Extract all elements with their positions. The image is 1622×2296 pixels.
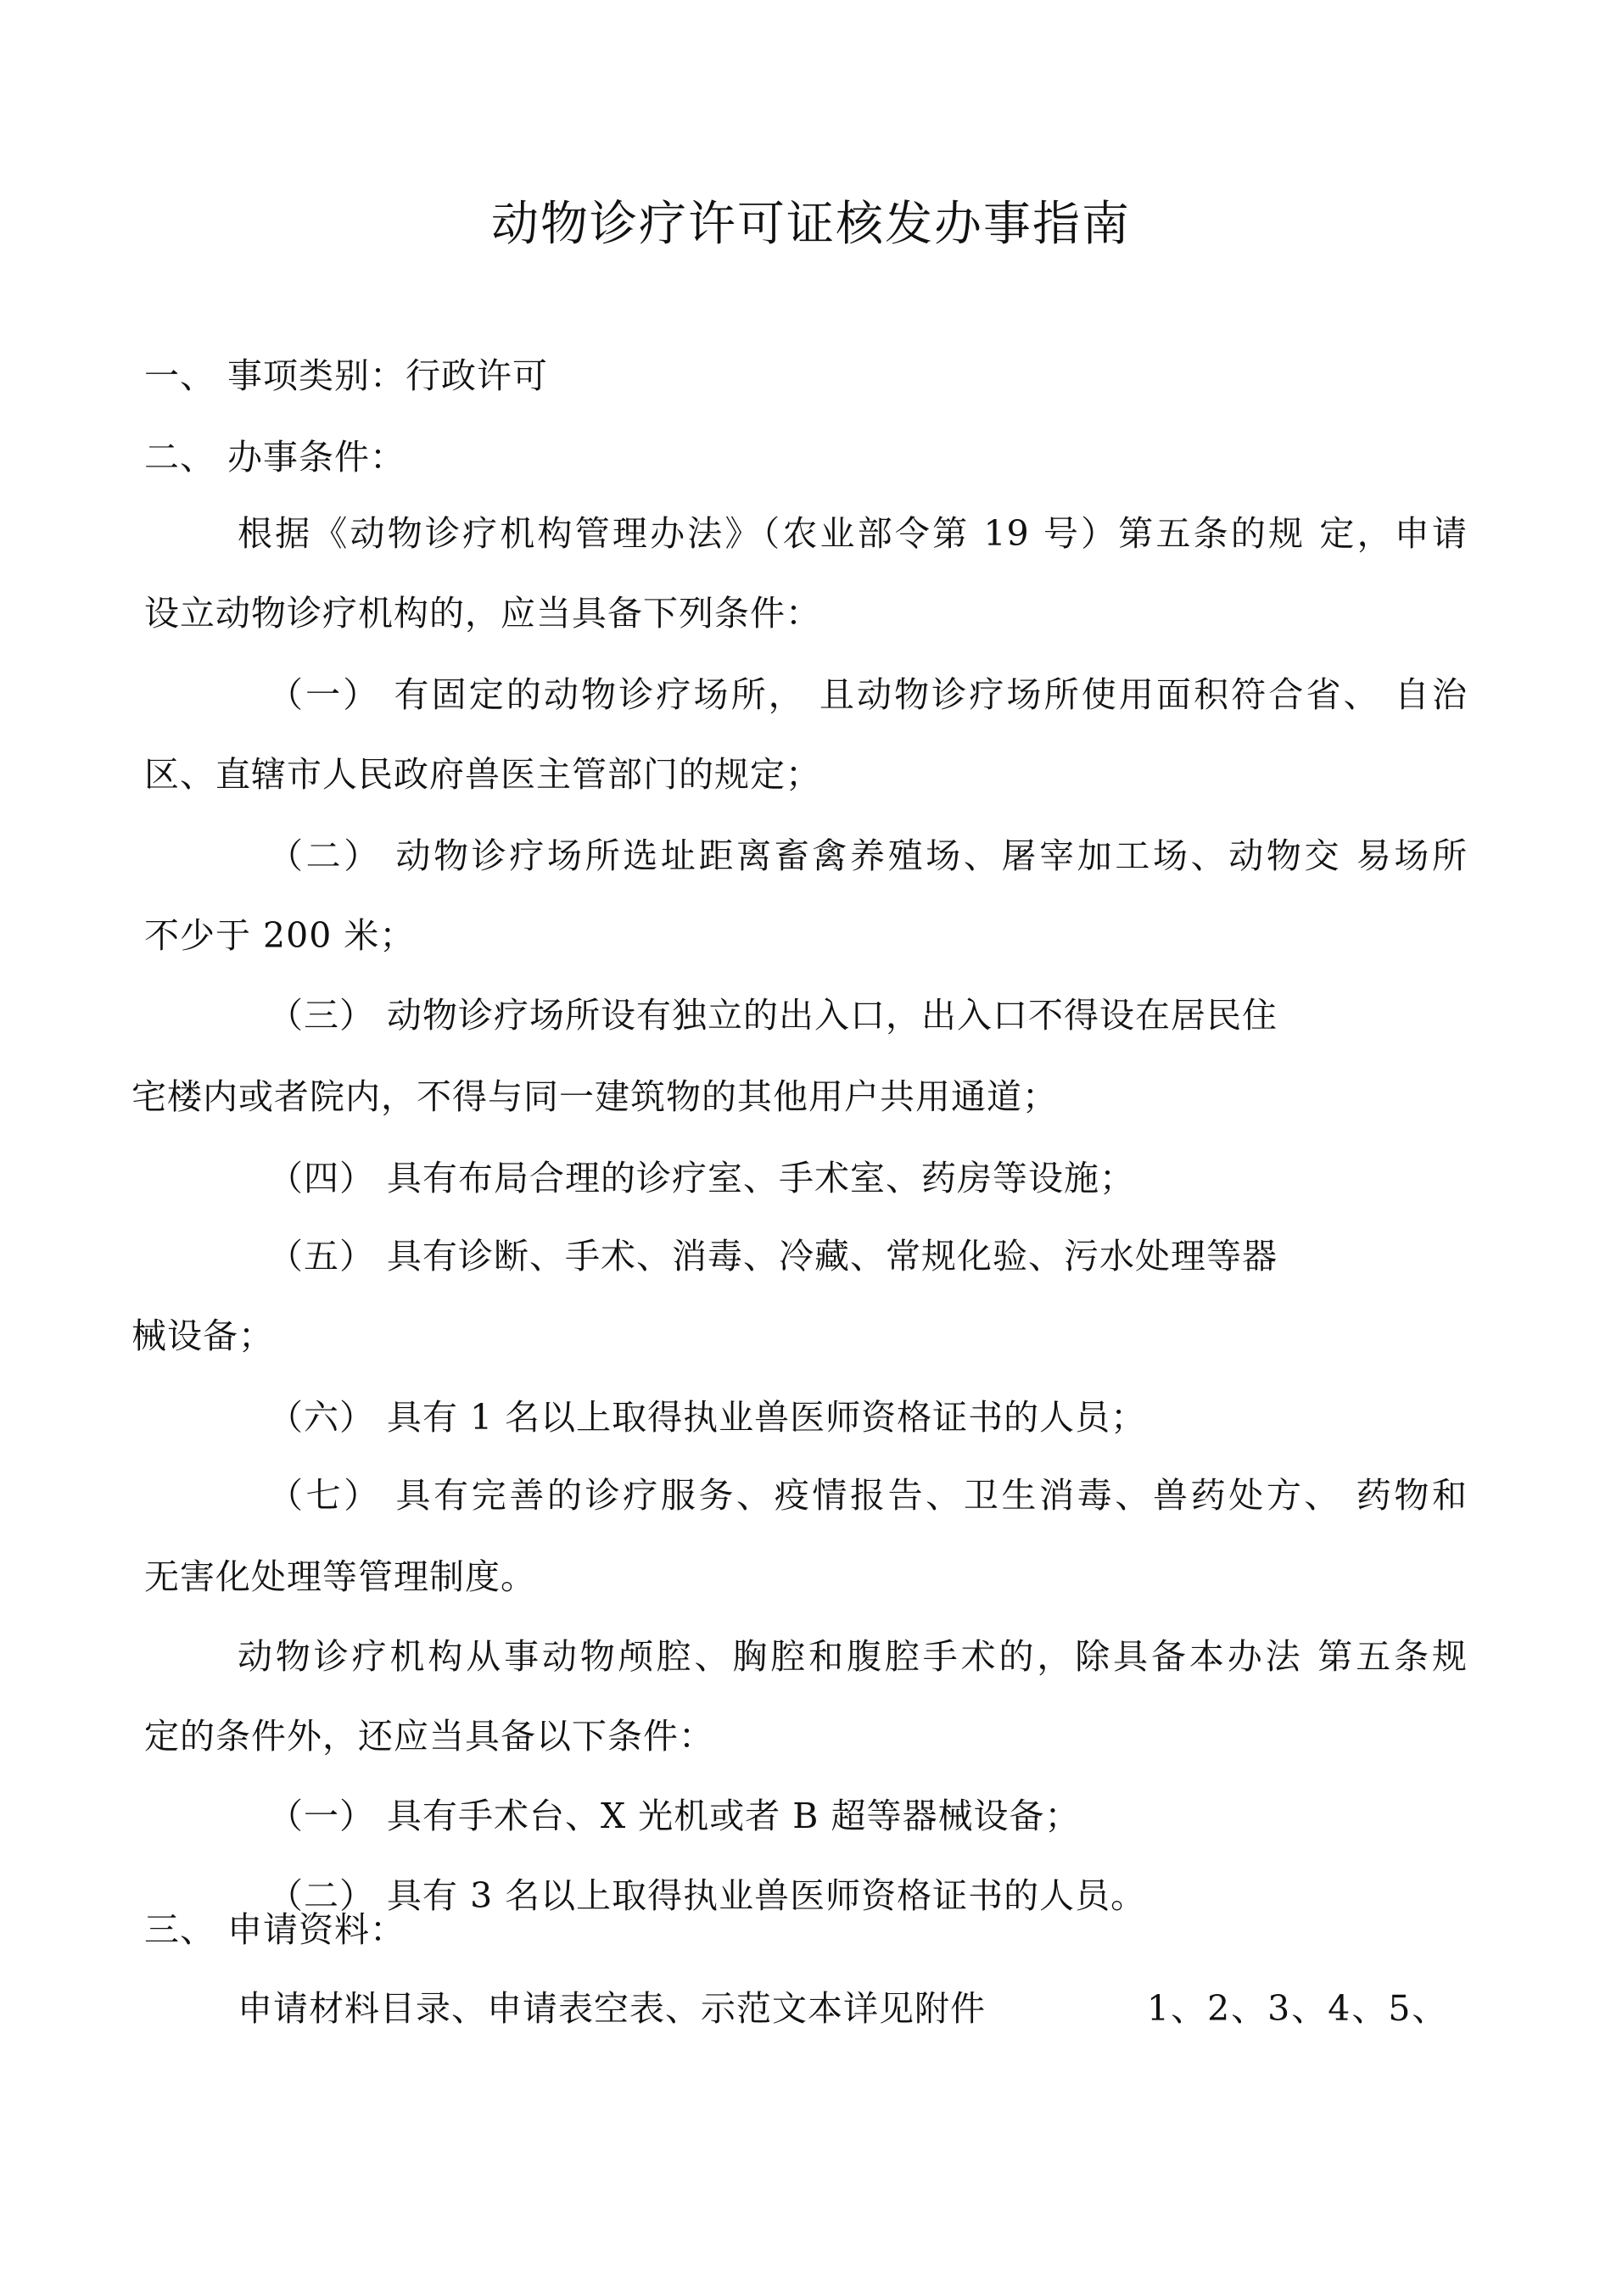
- section-heading-category: 一、 事项类别：行政许可: [144, 355, 549, 396]
- condition-item-6: （六） 具有 1 名以上取得执业兽医师资格证书的人员；: [268, 1397, 1147, 1438]
- paragraph-line: 定的条件外，还应当具备以下条件：: [144, 1716, 714, 1757]
- document-title: 动物诊疗许可证核发办事指南: [491, 197, 1131, 252]
- paragraph-line: 区、直辖市人民政府兽医主管部门的规定；: [144, 754, 821, 795]
- paragraph-line: 设立动物诊疗机构的，应当具备下列条件：: [144, 593, 821, 634]
- paragraph-line: 根据《动物诊疗机构管理办法》（农业部令第 19 号）第五条的规 定，申请: [238, 513, 1468, 554]
- paragraph-line: 申请材料目录、申请表空表、示范文本详见附件: [238, 1988, 986, 2029]
- paragraph-line: 械设备；: [131, 1316, 274, 1356]
- condition-item-7: （七） 具有完善的诊疗服务、疫情报告、卫生消毒、兽药处方、 药物和: [268, 1475, 1468, 1516]
- condition-item-4: （四） 具有布局合理的诊疗室、手术室、药房等设施；: [268, 1158, 1136, 1198]
- surgery-condition-item-1: （一） 具有手术台、X 光机或者 B 超等器械设备；: [268, 1796, 1081, 1836]
- attachment-numbers: 1、2、3、4、5、: [1147, 1988, 1449, 2029]
- section-heading-materials: 三、 申请资料：: [144, 1909, 406, 1950]
- paragraph-line: 宅楼内或者院内，不得与同一建筑物的其他用户共用通道；: [131, 1076, 1058, 1117]
- condition-item-2: （二） 动物诊疗场所选址距离畜禽养殖场、屠宰加工场、动物交 易场所: [268, 835, 1468, 876]
- condition-item-5: （五） 具有诊断、手术、消毒、冷藏、常规化验、污水处理等器: [268, 1236, 1278, 1276]
- condition-item-3: （三） 动物诊疗场所设有独立的出入口，出入口不得设在居民住: [268, 995, 1278, 1036]
- paragraph-line: 动物诊疗机构从事动物颅腔、胸腔和腹腔手术的，除具备本办法 第五条规: [238, 1636, 1468, 1677]
- paragraph-line: 无害化处理等管理制度。: [144, 1556, 536, 1597]
- surgery-condition-item-2: （二） 具有 3 名以上取得执业兽医师资格证书的人员。: [268, 1875, 1147, 1916]
- paragraph-line: 不少于 200 米；: [144, 915, 416, 956]
- section-heading-conditions: 二、 办事条件：: [144, 437, 406, 478]
- condition-item-1: （一） 有固定的动物诊疗场所， 且动物诊疗场所使用面积符合省、 自治: [268, 674, 1468, 715]
